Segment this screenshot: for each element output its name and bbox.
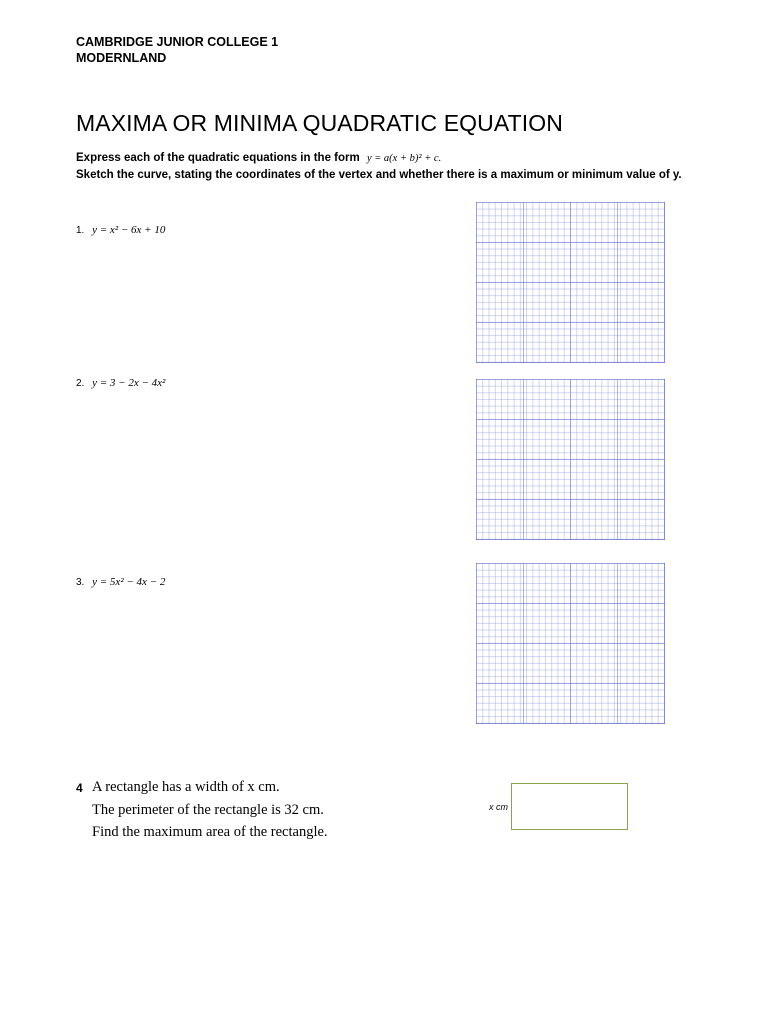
question-2-number: 2. xyxy=(76,378,85,389)
instructions xyxy=(76,150,682,183)
school-header xyxy=(76,34,278,66)
instruction-line-1 xyxy=(76,150,682,167)
graph-paper-3 xyxy=(476,563,665,724)
question-1-number: 1. xyxy=(76,225,85,236)
question-1-equation: y = x² − 6x + 10 xyxy=(92,224,166,236)
question-2-equation: y = 3 − 2x − 4x² xyxy=(92,377,166,389)
question-4-number: 4 xyxy=(76,781,83,795)
question-3-number: 3. xyxy=(76,577,85,588)
graph-paper-1 xyxy=(476,202,665,363)
rectangle-diagram xyxy=(511,783,628,830)
question-2 xyxy=(76,377,165,389)
question-4-text xyxy=(92,776,328,844)
question-3-equation: y = 5x² − 4x − 2 xyxy=(92,576,166,588)
page-title: MAXIMA OR MINIMA QUADRATIC EQUATION xyxy=(76,110,563,136)
school-name-line1: CAMBRIDGE JUNIOR COLLEGE 1 xyxy=(76,35,279,49)
instruction-text-1: Express each of the quadratic equations in the form xyxy=(76,152,360,164)
question-4-line-3: Find the maximum area of the rectangle. xyxy=(92,824,328,840)
rectangle-width-label: x cm xyxy=(489,802,508,812)
instruction-line-2: Sketch the curve, stating the coordinates of the vertex and whether there is a maximum or minimum value of y. xyxy=(76,169,682,181)
question-1 xyxy=(76,224,165,236)
school-name-line2: MODERNLAND xyxy=(76,51,167,65)
vertex-form-formula: y = a(x + b)² + c. xyxy=(366,153,442,164)
graph-paper-2 xyxy=(476,379,665,540)
question-4-line-1: A rectangle has a width of x cm. xyxy=(92,779,280,795)
question-4-line-2: The perimeter of the rectangle is 32 cm. xyxy=(92,801,324,818)
question-3 xyxy=(76,576,165,588)
